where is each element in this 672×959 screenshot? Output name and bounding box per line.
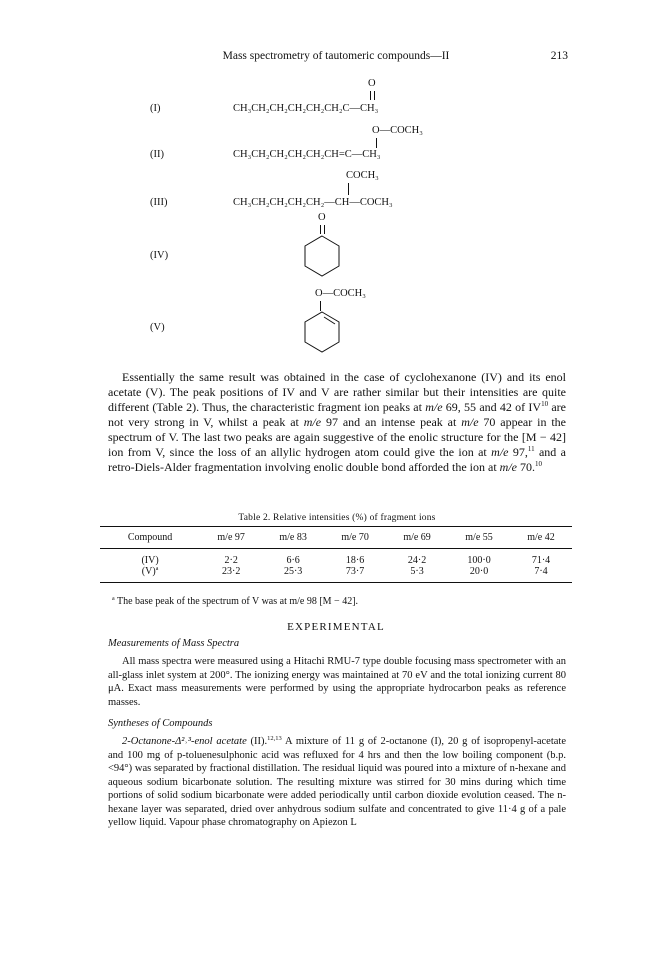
acetoxy-group: O—COCH₃: [372, 125, 423, 136]
table-caption: Table 2. Relative intensities (%) of fragment ions: [238, 513, 436, 523]
structure-iii: [150, 170, 570, 210]
running-head: [0, 50, 672, 66]
structure-i: [150, 78, 570, 118]
single-bond: [376, 138, 377, 148]
cyclohexene-ring: [303, 310, 341, 354]
running-title: Mass spectrometry of tautomeric compounds—II: [222, 50, 450, 62]
value-cell: 71·4: [531, 555, 551, 566]
structure-iv: [150, 212, 570, 280]
carbonyl-oxygen: O: [368, 78, 376, 89]
acetyl-group: COCH₃: [346, 170, 379, 181]
value-cell: 73·7: [324, 566, 386, 583]
structure-label: (IV): [150, 250, 169, 261]
structure-ii: [150, 125, 570, 163]
single-bond: [348, 183, 349, 195]
value-cell: 7·4: [510, 566, 572, 583]
structure-label: (III): [150, 197, 168, 208]
enol-acetate-group: O—COCH₃: [315, 288, 366, 299]
structure-v: [150, 288, 570, 358]
structure-label: (II): [150, 149, 164, 160]
column-header: m/e 69: [386, 527, 448, 549]
column-header: Compound: [100, 527, 200, 549]
table-row: [100, 566, 572, 583]
table-row: [100, 549, 572, 567]
structure-formula: CH₃CH₂CH₂CH₂CH₂—CH—COCH₃: [233, 197, 393, 208]
table-header-row: [100, 527, 572, 549]
structure-label: (V): [150, 322, 165, 333]
subheading-measurements: Measurements of Mass Spectra: [108, 638, 240, 649]
value-cell: 25·3: [262, 566, 324, 583]
value-cell: 5·3: [386, 566, 448, 583]
page-number: 213: [550, 50, 568, 62]
value-cell: 18·6: [345, 555, 365, 566]
discussion-paragraph: Essentially the same result was obtained in the case of cyclohexanone (IV) and its enol acetate (V). The peak positions of IV and V are rather similar but their intensities are quite different (Table 2). Thus, the characteristic fragment ion peaks at m/e 69, 55 and 42 of IV$^{10}$ are not very strong in V, whilst a peak at m/e 97 and an intense peak at m/e 70 appear in the spectrum of V. The last two peaks are again suggestive of the enolic structure for the [M − 42] ion from V, since the loss of an allylic hydrogen atom could give the ion at m/e 97,11 and a retro-Diels-Alder fragmentation involving enolic double bond afforded the ion at m/e 70.10: [108, 370, 567, 474]
value-cell: 6·6: [286, 555, 300, 566]
column-header: m/e 97: [200, 527, 262, 549]
column-header: m/e 83: [262, 527, 324, 549]
structure-label: (I): [150, 103, 161, 114]
structure-formula: CH₃CH₂CH₂CH₂CH₂CH₂C—CH₃: [233, 103, 379, 114]
value-cell: 24·2: [407, 555, 427, 566]
column-header: m/e 42: [510, 527, 572, 549]
value-cell: 2·2: [224, 555, 238, 566]
section-heading: EXPERIMENTAL: [287, 621, 385, 633]
value-cell: 23·2: [200, 566, 262, 583]
relative-intensity-table: [100, 526, 572, 583]
column-header: m/e 55: [448, 527, 510, 549]
double-bond: [370, 91, 375, 100]
column-header: m/e 70: [324, 527, 386, 549]
measurements-paragraph: All mass spectra were measured using a Hitachi RMU-7 type double focusing mass spectrometer with an all-glass inlet system at 200°. The ionizing energy was maintained at 70 eV and the total ionizing current 80 μA. Exact mass measurements were performed by using the appropriate hydrocarbon peaks as reference masses.: [108, 656, 566, 708]
double-bond: [320, 225, 325, 234]
subheading-syntheses: Syntheses of Compounds: [108, 718, 213, 729]
structure-formula: CH₃CH₂CH₂CH₂CH₂CH=C—CH₃: [233, 149, 381, 160]
cyclohexane-ring: [303, 234, 341, 278]
compound-cell: $(V)^a$: [100, 566, 200, 583]
synthesis-paragraph: 2-Octanone-Δ²˒³-enol acetate (II).$^{12,13}$ A mixture of 11 g of 2-octanone (I), 20 g of isopropenyl-acetate and 100 mg of p-toluenesulphonic acid was refluxed for 4 hrs and then the low boiling component (b.p. <94°) was separated by fractional distillation. The residual liquid was poured into a mixture of n-hexane and aqueous sodium bicarbonate solution. The resulting mixture was stirred for 30 mins during which time portions of solid sodium bicarbonate were added periodically until carbon dioxide evolution ceased. The n-hexane layer was separated, dried over anhydrous sodium sulfate and concentrated to give 11·4 g of a pale yellow liquid. Vapour phase chromatography on Apiezon L: [108, 735, 566, 828]
value-cell: 20·0: [448, 566, 510, 583]
ketone-oxygen: O: [318, 212, 326, 223]
table-footnote: $^a$ The base peak of the spectrum of V was at m/e 98 [M − 42].: [112, 596, 359, 607]
value-cell: 100·0: [467, 555, 491, 566]
compound-cell: (IV): [141, 555, 159, 566]
